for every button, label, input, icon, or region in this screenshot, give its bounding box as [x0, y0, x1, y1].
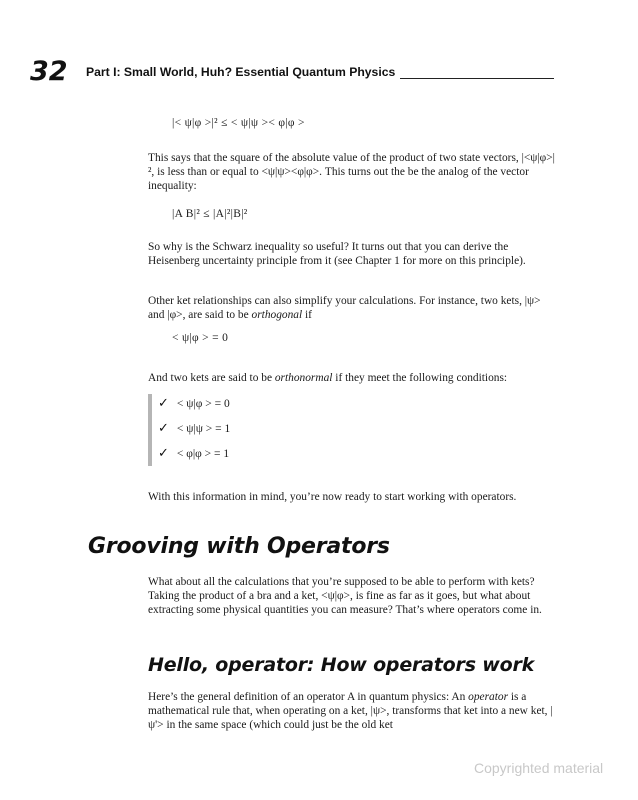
definition-text-b: is a mathematical rule that, when operating on a ket, |ψ>, transforms that ket into a new ket, |ψ'> in the same space (which could just be the old ket: [148, 691, 553, 732]
paragraph-schwarz-explanation: This says that the square of the absolute value of the product of two state vectors, |<ψ|φ>|², is less than or equal to <ψ|ψ><φ|φ>. This turns out the be the analog of the vector inequality:: [148, 152, 555, 193]
list-item: [158, 396, 230, 416]
check-icon: ✓: [158, 396, 169, 411]
orthogonal-term: orthogonal: [251, 309, 303, 322]
condition-3: < φ|φ > = 1: [176, 448, 230, 460]
orthogonal-text-b: if: [302, 309, 312, 322]
subsection-heading: Hello, operator: How operators work: [148, 654, 535, 676]
vector-inequality: |A B|² ≤ |A|²|B|²: [172, 208, 248, 220]
paragraph-transition: With this information in mind, you’re now ready to start working with operators.: [148, 491, 517, 503]
running-head: Part I: Small World, Huh? Essential Quantum Physics: [86, 65, 396, 79]
schwarz-inequality: |< ψ|φ >|² ≤ < ψ|ψ >< φ|φ >: [172, 117, 305, 129]
list-item: [158, 446, 229, 466]
orthonormal-conditions-list: [148, 394, 348, 466]
header-rule: [400, 78, 554, 79]
page-header: [30, 56, 554, 86]
orthogonal-condition: < ψ|φ > = 0: [172, 332, 229, 344]
list-sidebar-bar: [148, 394, 152, 466]
check-icon: ✓: [158, 446, 169, 461]
orthonormal-term: orthonormal: [274, 372, 333, 384]
copyright-watermark: Copyrighted material: [474, 760, 604, 776]
orthogonal-text-a: Other ket relationships can also simplify your calculations. For instance, two kets, |ψ> and |φ>, are said to be: [148, 295, 541, 322]
paragraph-operator-definition: [148, 690, 558, 733]
condition-2: < ψ|ψ > = 1: [176, 423, 231, 435]
paragraph-orthogonal: [148, 294, 558, 322]
paragraph-orthonormal: [148, 371, 558, 385]
section-heading: Grooving with Operators: [88, 534, 390, 559]
condition-1: < ψ|φ > = 0: [176, 398, 230, 410]
paragraph-operators-intro: What about all the calculations that you’re supposed to be able to perform with kets? Taking the product of a bra and a ket, <ψ|φ>, is fine as far as it goes, but what about extracting some physical quantities you can measure? That’s where operators come in.: [148, 576, 542, 617]
list-item: [158, 421, 230, 441]
check-icon: ✓: [158, 421, 169, 436]
operator-term: operator: [468, 691, 509, 703]
page-number: 32: [30, 56, 68, 87]
orthonormal-text-b: if they meet the following conditions:: [332, 372, 508, 384]
orthonormal-text-a: And two kets are said to be: [148, 372, 275, 384]
definition-text-a: Here’s the general definition of an operator A in quantum physics: An: [148, 691, 469, 703]
paragraph-schwarz-usefulness: So why is the Schwarz inequality so useful? It turns out that you can derive the Heisenberg uncertainty principle from it (see Chapter 1 for more on this principle).: [148, 241, 526, 268]
